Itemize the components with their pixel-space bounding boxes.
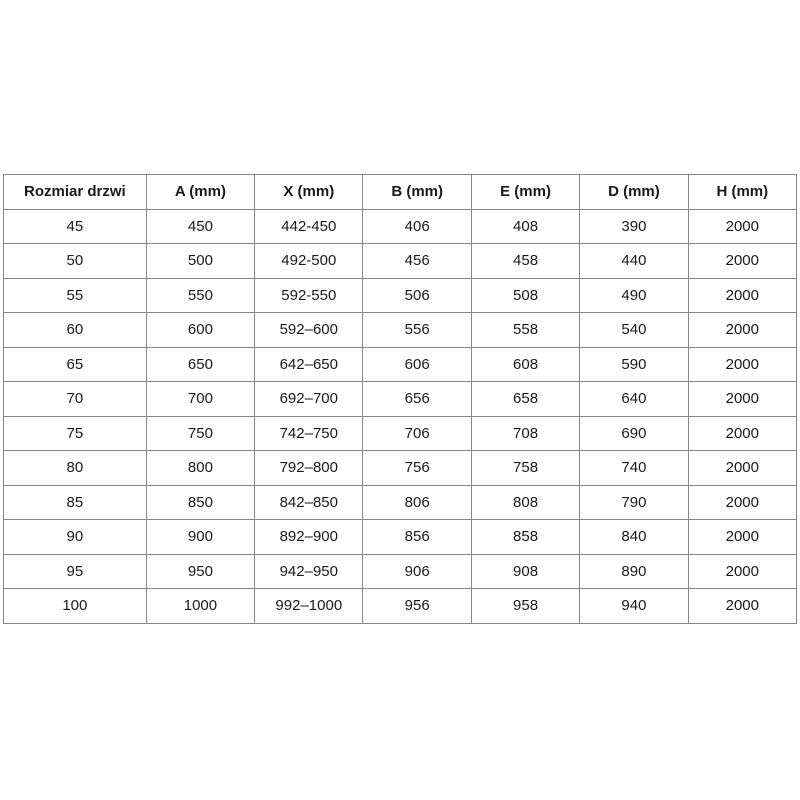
table-row bbox=[4, 313, 797, 348]
table-cell: 390 bbox=[580, 209, 688, 244]
column-header: H (mm) bbox=[688, 175, 796, 210]
table-row bbox=[4, 554, 797, 589]
table-cell: 690 bbox=[580, 416, 688, 451]
table-cell: 558 bbox=[471, 313, 579, 348]
table-cell: 556 bbox=[363, 313, 471, 348]
table-cell: 640 bbox=[580, 382, 688, 417]
table-cell: 2000 bbox=[688, 416, 796, 451]
table-cell: 940 bbox=[580, 589, 688, 624]
table-row bbox=[4, 416, 797, 451]
table-cell: 2000 bbox=[688, 347, 796, 382]
column-header: A (mm) bbox=[146, 175, 254, 210]
table-row bbox=[4, 451, 797, 486]
table-cell: 906 bbox=[363, 554, 471, 589]
table-cell: 406 bbox=[363, 209, 471, 244]
column-header: D (mm) bbox=[580, 175, 688, 210]
table-cell: 590 bbox=[580, 347, 688, 382]
table-cell: 692–700 bbox=[255, 382, 363, 417]
table-cell: 740 bbox=[580, 451, 688, 486]
table-cell: 1000 bbox=[146, 589, 254, 624]
table-cell: 900 bbox=[146, 520, 254, 555]
table-cell: 658 bbox=[471, 382, 579, 417]
table-cell: 790 bbox=[580, 485, 688, 520]
table-cell: 706 bbox=[363, 416, 471, 451]
table-body bbox=[4, 209, 797, 623]
table-cell: 540 bbox=[580, 313, 688, 348]
table-cell: 856 bbox=[363, 520, 471, 555]
table-cell: 842–850 bbox=[255, 485, 363, 520]
table-cell: 850 bbox=[146, 485, 254, 520]
table-cell: 2000 bbox=[688, 244, 796, 279]
table-cell: 2000 bbox=[688, 382, 796, 417]
table-row bbox=[4, 589, 797, 624]
table-cell: 450 bbox=[146, 209, 254, 244]
table-cell: 808 bbox=[471, 485, 579, 520]
table-cell: 650 bbox=[146, 347, 254, 382]
table-cell: 85 bbox=[4, 485, 147, 520]
table-cell: 942–950 bbox=[255, 554, 363, 589]
table-cell: 608 bbox=[471, 347, 579, 382]
table-cell: 958 bbox=[471, 589, 579, 624]
table-cell: 700 bbox=[146, 382, 254, 417]
table-cell: 408 bbox=[471, 209, 579, 244]
table-cell: 50 bbox=[4, 244, 147, 279]
table-cell: 458 bbox=[471, 244, 579, 279]
table-cell: 800 bbox=[146, 451, 254, 486]
column-header: Rozmiar drzwi bbox=[4, 175, 147, 210]
table-cell: 2000 bbox=[688, 278, 796, 313]
table-head bbox=[4, 175, 797, 210]
table-cell: 442-450 bbox=[255, 209, 363, 244]
table-row bbox=[4, 244, 797, 279]
table-cell: 708 bbox=[471, 416, 579, 451]
table-cell: 456 bbox=[363, 244, 471, 279]
table-row bbox=[4, 347, 797, 382]
column-header: B (mm) bbox=[363, 175, 471, 210]
table-cell: 592–600 bbox=[255, 313, 363, 348]
table-cell: 45 bbox=[4, 209, 147, 244]
table-cell: 2000 bbox=[688, 589, 796, 624]
table-cell: 2000 bbox=[688, 313, 796, 348]
table-cell: 492-500 bbox=[255, 244, 363, 279]
table-cell: 840 bbox=[580, 520, 688, 555]
header-row bbox=[4, 175, 797, 210]
table-cell: 2000 bbox=[688, 451, 796, 486]
size-table bbox=[3, 174, 797, 624]
table-cell: 2000 bbox=[688, 485, 796, 520]
table-row bbox=[4, 485, 797, 520]
table-cell: 2000 bbox=[688, 209, 796, 244]
column-header: X (mm) bbox=[255, 175, 363, 210]
table-cell: 490 bbox=[580, 278, 688, 313]
table-cell: 600 bbox=[146, 313, 254, 348]
table-row bbox=[4, 382, 797, 417]
table-cell: 65 bbox=[4, 347, 147, 382]
table-cell: 100 bbox=[4, 589, 147, 624]
table-cell: 956 bbox=[363, 589, 471, 624]
table-cell: 792–800 bbox=[255, 451, 363, 486]
table-cell: 95 bbox=[4, 554, 147, 589]
table-row bbox=[4, 278, 797, 313]
table-cell: 60 bbox=[4, 313, 147, 348]
table-cell: 858 bbox=[471, 520, 579, 555]
table-cell: 70 bbox=[4, 382, 147, 417]
table-cell: 656 bbox=[363, 382, 471, 417]
table-cell: 2000 bbox=[688, 520, 796, 555]
table-cell: 500 bbox=[146, 244, 254, 279]
table-cell: 90 bbox=[4, 520, 147, 555]
table-cell: 440 bbox=[580, 244, 688, 279]
table-cell: 806 bbox=[363, 485, 471, 520]
table-cell: 908 bbox=[471, 554, 579, 589]
table-cell: 756 bbox=[363, 451, 471, 486]
table-cell: 80 bbox=[4, 451, 147, 486]
table-cell: 592-550 bbox=[255, 278, 363, 313]
table-cell: 506 bbox=[363, 278, 471, 313]
table-cell: 992–1000 bbox=[255, 589, 363, 624]
table-cell: 758 bbox=[471, 451, 579, 486]
table-cell: 892–900 bbox=[255, 520, 363, 555]
table-cell: 642–650 bbox=[255, 347, 363, 382]
table-cell: 750 bbox=[146, 416, 254, 451]
table-row bbox=[4, 520, 797, 555]
column-header: E (mm) bbox=[471, 175, 579, 210]
size-table-container bbox=[3, 174, 797, 624]
table-cell: 508 bbox=[471, 278, 579, 313]
table-cell: 606 bbox=[363, 347, 471, 382]
table-cell: 550 bbox=[146, 278, 254, 313]
table-cell: 75 bbox=[4, 416, 147, 451]
table-cell: 2000 bbox=[688, 554, 796, 589]
table-row bbox=[4, 209, 797, 244]
table-cell: 890 bbox=[580, 554, 688, 589]
table-cell: 55 bbox=[4, 278, 147, 313]
table-cell: 950 bbox=[146, 554, 254, 589]
table-cell: 742–750 bbox=[255, 416, 363, 451]
